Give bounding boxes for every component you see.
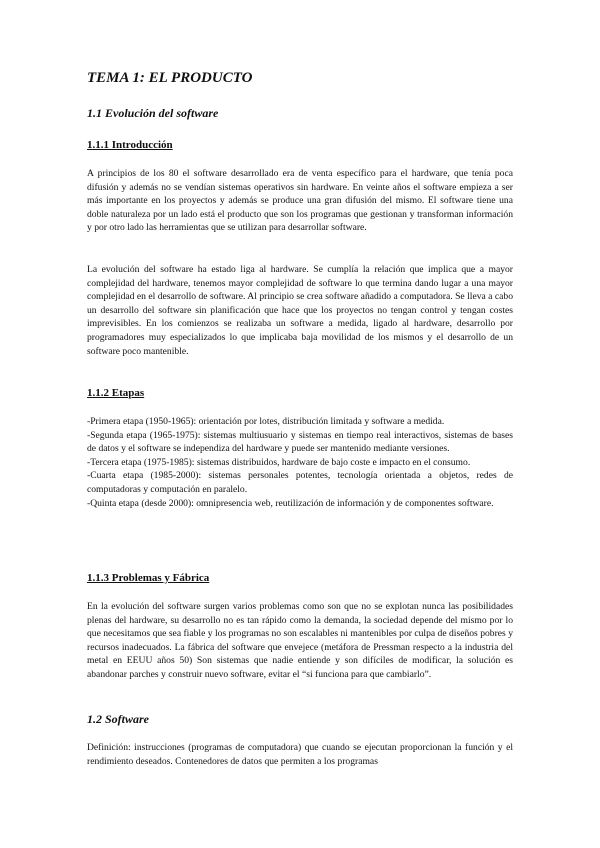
etapa-item: -Primera etapa (1950-1965): orientación por lotes, distribución limitada y software a medida. [87,416,445,427]
document-title: TEMA 1: EL PRODUCTO [87,70,253,86]
etapa-item: -Segunda etapa (1965-1975): sistemas multiusuario y sistemas en tiempo real interactivos, sistemas de bases de datos y el software se independiza del hardware y puede ser mantenido mediante versiones. [87,429,513,455]
software-paragraph: Definición: instrucciones (programas de computadora) que cuando se ejecutan proporcionan la función y el rendimiento deseados. Contenedores de datos que permiten a los programas [87,742,513,767]
subsection-heading-1-1-3: 1.1.3 Problemas y Fábrica [87,572,210,584]
intro-paragraph-2: La evolución del software ha estado liga al hardware. Se cumplía la relación que implica que a mayor complejidad del hardware, tenemos mayor complejidad de software lo que termina dando lugar a una mayor complejidad en el desarrollo de software. Al principio se crea software añadido a computadora. Se lleva a cabo un desarrollo del software sin planificación que hace que los proyectos no tengan control y tengan costes imprevisibles. En los comienzos se realizaba un software a medida, ligado al hardware, desarrollo por programadores muy especializados lo que implicaba baja movilidad de los mismos y el desarrollo de un software poco mantenible. [87,264,513,357]
etapa-item: -Tercera etapa (1975-1985): sistemas distribuidos, hardware de bajo coste e impacto en el consumo. [87,456,471,468]
intro-paragraph-1: A principios de los 80 el software desarrollado era de venta específico para el hardware, que tenía poca difusión y además no se vendían sistemas operativos sin hardware. En veinte años el software empieza a ser más importante en los proyectos y además se produce una gran difusión del mismo. El software tiene una doble naturaleza por un lado está el producto que son los programas que gestionan y transforman información y por otro lado las herramientas que se utilizan para desarrollar software. [87,168,513,234]
etapas-list [87,415,513,510]
section-heading-1-1: 1.1 Evolución del software [87,106,219,120]
subsection-heading-1-1-2: 1.1.2 Etapas [87,387,145,399]
subsection-heading-1-1-1: 1.1.1 Introducción [87,139,173,151]
etapa-item: -Quinta etapa (desde 2000): omnipresencia web, reutilización de información y de componentes software. [87,497,494,509]
etapa-item: -Cuarta etapa (1985-2000): sistemas personales potentes, tecnología orientada a objetos, redes de computadoras y computación en paralelo. [87,470,513,495]
section-heading-1-2: 1.2 Software [87,712,150,726]
problemas-paragraph: En la evolución del software surgen varios problemas como son que no se explotan nunca las posibilidades plenas del hardware, su desarrollo no es tan rápido como la demanda, la sociedad depende del mismo por lo que necesitamos que sea fiable y los programas no son escalables ni mantenibles por culpa de diseños pobres y recursos inadecuados. La fábrica del software que envejece (metáfora de Pressman respecto a la industria del metal en EEUU años 50) Son sistemas que nadie entiende y son difíciles de modificar, la solución es abandonar parches y construir nuevo software, evitar el “si funciona para que cambiarlo”. [87,601,513,680]
